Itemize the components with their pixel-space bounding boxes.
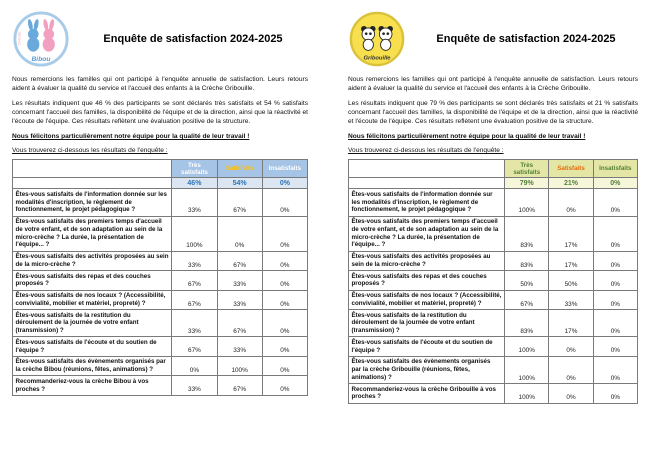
value-cell: 33% bbox=[549, 290, 593, 310]
value-cell: 83% bbox=[505, 310, 549, 337]
results-paragraph: Les résultats indiquent que 46 % des participants se sont déclarés très satisfaits et 54 % satisfaits concernant l'accueil des familles, la disponibilité de l'équipe et de la direction, ainsi que la réactivité et l'écoute de l'équipe. Ces résultats reflètent une évaluation positive de la structure. bbox=[12, 100, 308, 126]
value-cell: 100% bbox=[505, 384, 549, 404]
value-cell: 0% bbox=[262, 376, 307, 396]
table-row bbox=[349, 290, 638, 310]
results-table bbox=[12, 159, 308, 396]
intro-paragraph: Nous remercions les familles qui ont participé à l'enquête annuelle de satisfaction. Leurs retours aident à évaluer la qualité du service et l'accueil des enfants à la Crèche Gribouille. bbox=[348, 76, 638, 93]
value-cell: 0% bbox=[593, 189, 637, 216]
value-cell: 0% bbox=[262, 189, 307, 216]
value-cell: 0% bbox=[593, 384, 637, 404]
table-intro-line: Vous trouverez ci-dessous les résultats de l'enquête : bbox=[12, 147, 168, 155]
page-title: Enquête de satisfaction 2024-2025 bbox=[103, 33, 283, 45]
value-cell: 33% bbox=[217, 290, 262, 310]
summary-insatisfaits: 0% bbox=[593, 178, 637, 189]
table-row bbox=[13, 376, 308, 396]
value-cell: 17% bbox=[549, 310, 593, 337]
table-row bbox=[349, 271, 638, 291]
value-cell: 0% bbox=[593, 290, 637, 310]
question-cell: Êtes-vous satisfaits de la restitution du déroulement de la journée de votre enfant (transmission) ? bbox=[13, 310, 172, 337]
table-row bbox=[349, 384, 638, 404]
logo-gribouille-text: Gribouille bbox=[363, 55, 391, 62]
summary-insatisfaits: 0% bbox=[262, 178, 307, 189]
value-cell: 0% bbox=[593, 251, 637, 271]
value-cell: 0% bbox=[262, 271, 307, 291]
table-row bbox=[13, 310, 308, 337]
question-cell: Êtes-vous satisfaits des évènements organisés par la crèche Bibou (réunions, fêtes, animations) ? bbox=[13, 356, 172, 376]
table-header-row bbox=[349, 160, 638, 178]
results-paragraph: Les résultats indiquent que 79 % des participants se sont déclarés très satisfaits et 21 % satisfaits concernant l'accueil des familles, la disponibilité de l'équipe et de la direction, ainsi que la réactivité et l'écoute de l'équipe. Ces résultats reflètent une évaluation positive de la structure. bbox=[348, 100, 638, 126]
value-cell: 17% bbox=[549, 216, 593, 251]
question-cell: Êtes-vous satisfaits des premiers temps d'accueil de votre enfant, et de son adaptation au sein de la micro-crèche ? La durée, la présentation de l'équipe... ? bbox=[349, 216, 505, 251]
value-cell: 0% bbox=[593, 216, 637, 251]
table-intro-line: Vous trouverez ci-dessous les résultats de l'enquête : bbox=[348, 147, 504, 155]
logo-creche-text: Crèche bbox=[16, 31, 22, 45]
table-row bbox=[13, 189, 308, 216]
value-cell: 0% bbox=[262, 356, 307, 376]
value-cell: 67% bbox=[217, 189, 262, 216]
value-cell: 0% bbox=[262, 216, 307, 251]
value-cell: 67% bbox=[505, 290, 549, 310]
header-tres-satisfaits: Très satisfaits bbox=[172, 160, 217, 178]
table-row bbox=[349, 337, 638, 357]
value-cell: 0% bbox=[217, 216, 262, 251]
table-row bbox=[13, 271, 308, 291]
value-cell: 0% bbox=[262, 337, 307, 357]
header-tres-satisfaits: Très satisfaits bbox=[505, 160, 549, 178]
value-cell: 33% bbox=[172, 376, 217, 396]
page-header bbox=[12, 10, 308, 68]
question-cell: Êtes-vous satisfaits de nos locaux ? (Accessibilité, convivialité, mobilier et matériel, propreté) ? bbox=[349, 290, 505, 310]
summary-tres-satisfaits: 79% bbox=[505, 178, 549, 189]
summary-blank-cell bbox=[349, 178, 505, 189]
congrats-line: Nous félicitons particulièrement notre équipe pour la qualité de leur travail ! bbox=[348, 133, 586, 141]
value-cell: 67% bbox=[172, 337, 217, 357]
value-cell: 100% bbox=[505, 337, 549, 357]
header-insatisfaits: Insatisfaits bbox=[262, 160, 307, 178]
value-cell: 50% bbox=[549, 271, 593, 291]
creche-bibou-logo bbox=[12, 10, 70, 68]
creche-gribouille-logo bbox=[348, 10, 406, 68]
intro-paragraph: Nous remercions les familles qui ont participé à l'enquête annuelle de satisfaction. Leurs retours aident à évaluer la qualité du service et l'accueil des enfants à la Crèche Gribouille. bbox=[12, 76, 308, 93]
summary-blank-cell bbox=[13, 178, 172, 189]
value-cell: 67% bbox=[217, 310, 262, 337]
question-cell: Êtes-vous satisfaits de la restitution du déroulement de la journée de votre enfant (transmission) ? bbox=[349, 310, 505, 337]
logo-bibou-text: Bibou bbox=[31, 55, 51, 63]
table-row bbox=[13, 356, 308, 376]
value-cell: 33% bbox=[172, 189, 217, 216]
question-cell: Êtes-vous satisfaits de l'écoute et du soutien de l'équipe ? bbox=[13, 337, 172, 357]
value-cell: 0% bbox=[593, 337, 637, 357]
table-header-row bbox=[13, 160, 308, 178]
question-cell: Recommanderiez-vous la crèche Gribouille à vos proches ? bbox=[349, 384, 505, 404]
results-table bbox=[348, 159, 638, 403]
value-cell: 33% bbox=[172, 310, 217, 337]
page-gribouille bbox=[326, 0, 652, 467]
value-cell: 33% bbox=[217, 271, 262, 291]
table-row bbox=[13, 337, 308, 357]
header-satisfaits: Satisfaits bbox=[549, 160, 593, 178]
table-row bbox=[13, 251, 308, 271]
value-cell: 0% bbox=[593, 356, 637, 383]
table-row bbox=[349, 216, 638, 251]
value-cell: 0% bbox=[262, 290, 307, 310]
value-cell: 0% bbox=[549, 189, 593, 216]
value-cell: 83% bbox=[505, 216, 549, 251]
value-cell: 100% bbox=[505, 356, 549, 383]
table-row bbox=[13, 216, 308, 251]
summary-satisfaits: 21% bbox=[549, 178, 593, 189]
value-cell: 100% bbox=[172, 216, 217, 251]
question-cell: Êtes-vous satisfaits de nos locaux ? (Accessibilité, convivialité, mobilier et matériel, propreté) ? bbox=[13, 290, 172, 310]
table-row bbox=[349, 189, 638, 216]
congrats-line: Nous félicitons particulièrement notre équipe pour la qualité de leur travail ! bbox=[12, 133, 250, 141]
table-row bbox=[349, 356, 638, 383]
question-cell: Êtes-vous satisfaits des activités proposées au sein de la micro-crèche ? bbox=[349, 251, 505, 271]
value-cell: 0% bbox=[593, 271, 637, 291]
value-cell: 33% bbox=[172, 251, 217, 271]
question-cell: Êtes-vous satisfaits des repas et des couches proposés ? bbox=[349, 271, 505, 291]
value-cell: 100% bbox=[217, 356, 262, 376]
question-cell: Êtes-vous satisfaits des évènements organisés par la crèche Gribouille (réunions, fêtes, animations) ? bbox=[349, 356, 505, 383]
value-cell: 67% bbox=[172, 271, 217, 291]
summary-satisfaits: 54% bbox=[217, 178, 262, 189]
value-cell: 83% bbox=[505, 251, 549, 271]
table-row bbox=[349, 310, 638, 337]
page-header bbox=[348, 10, 638, 68]
value-cell: 67% bbox=[217, 251, 262, 271]
question-cell: Êtes-vous satisfaits de l'information donnée sur les modalités d'inscription, le règlement de fonctionnement, le projet pédagogique ? bbox=[13, 189, 172, 216]
table-row bbox=[349, 251, 638, 271]
value-cell: 17% bbox=[549, 251, 593, 271]
page-title: Enquête de satisfaction 2024-2025 bbox=[436, 33, 616, 45]
value-cell: 0% bbox=[172, 356, 217, 376]
summary-row bbox=[349, 178, 638, 189]
value-cell: 0% bbox=[593, 310, 637, 337]
value-cell: 0% bbox=[549, 337, 593, 357]
table-row bbox=[13, 290, 308, 310]
panda-right-icon bbox=[378, 26, 393, 50]
value-cell: 0% bbox=[549, 384, 593, 404]
question-cell: Recommanderiez-vous la crèche Bibou à vos proches ? bbox=[13, 376, 172, 396]
value-cell: 0% bbox=[262, 310, 307, 337]
header-insatisfaits: Insatisfaits bbox=[593, 160, 637, 178]
value-cell: 33% bbox=[217, 337, 262, 357]
value-cell: 100% bbox=[505, 189, 549, 216]
question-cell: Êtes-vous satisfaits de l'information donnée sur les modalités d'inscription, le règlement de fonctionnement, le projet pédagogique ? bbox=[349, 189, 505, 216]
question-cell: Êtes-vous satisfaits des repas et des couches proposés ? bbox=[13, 271, 172, 291]
value-cell: 50% bbox=[505, 271, 549, 291]
question-cell: Êtes-vous satisfaits de l'écoute et du soutien de l'équipe ? bbox=[349, 337, 505, 357]
value-cell: 0% bbox=[549, 356, 593, 383]
question-header-cell bbox=[13, 160, 172, 178]
panda-left-icon bbox=[361, 26, 376, 50]
value-cell: 0% bbox=[262, 251, 307, 271]
value-cell: 67% bbox=[172, 290, 217, 310]
summary-row bbox=[13, 178, 308, 189]
question-cell: Êtes-vous satisfaits des premiers temps d'accueil de votre enfant, et de son adaptation au sein de la micro-crèche ? La durée, la présentation de l'équipe... ? bbox=[13, 216, 172, 251]
question-header-cell bbox=[349, 160, 505, 178]
question-cell: Êtes-vous satisfaits des activités proposées au sein de la micro-crèche ? bbox=[13, 251, 172, 271]
value-cell: 67% bbox=[217, 376, 262, 396]
summary-tres-satisfaits: 46% bbox=[172, 178, 217, 189]
header-satisfaits: Satisfaits bbox=[217, 160, 262, 178]
